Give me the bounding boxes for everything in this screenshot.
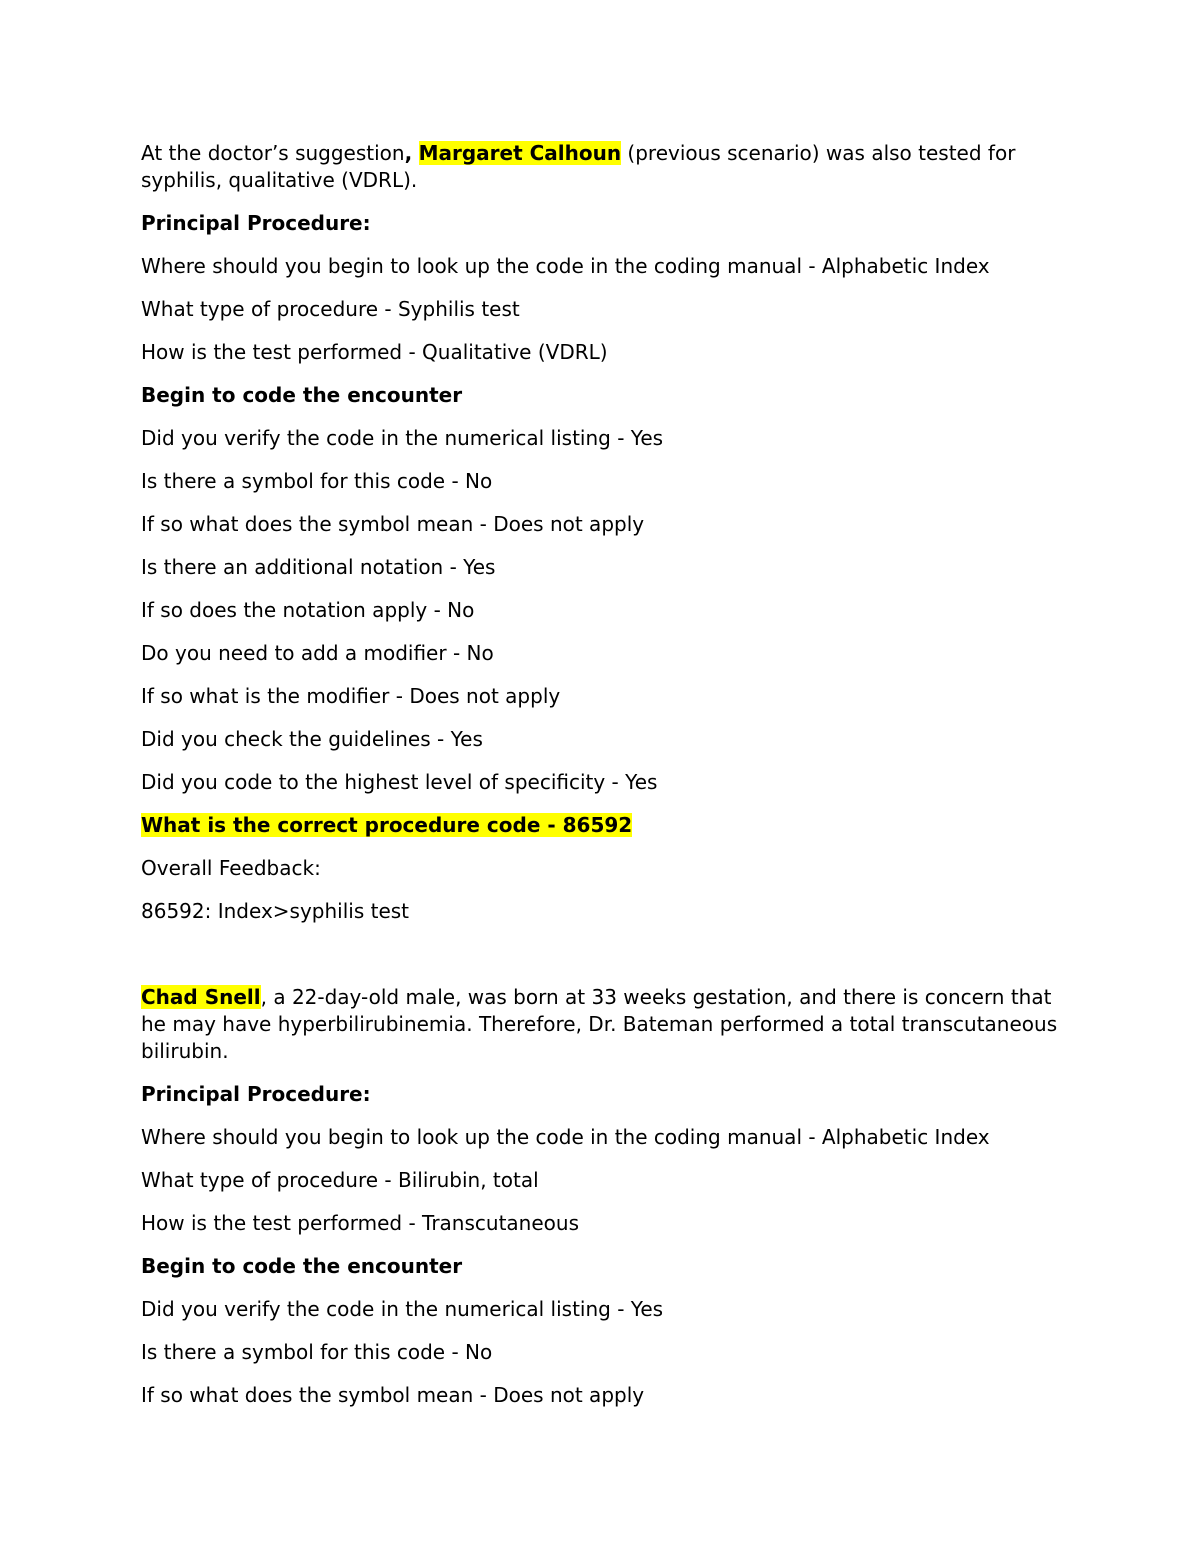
principal-procedure-heading: Principal Procedure: [141,1082,371,1106]
begin-code-heading: Begin to code the encounter [141,1254,463,1278]
patient-name-highlight: Margaret Calhoun [418,141,622,165]
scenario1-intro [141,140,1061,194]
scenario2-intro [141,984,1061,1065]
intro-text: At the doctor’s suggestion [141,141,405,165]
section-gap [141,941,1061,984]
question-what-modifier: If so what is the modifier - Does not apply [141,684,561,708]
question-verify-code: Did you verify the code in the numerical listing - Yes [141,426,664,450]
question-verify-code: Did you verify the code in the numerical listing - Yes [141,1297,664,1321]
question-symbol-mean: If so what does the symbol mean - Does not apply [141,1383,645,1407]
question-add-modifier: Do you need to add a modifier - No [141,641,494,665]
overall-feedback-label: Overall Feedback: [141,856,321,880]
question-additional-notation: Is there an additional notation - Yes [141,555,496,579]
question-how-performed: How is the test performed - Transcutaneous [141,1211,579,1235]
question-how-performed: How is the test performed - Qualitative (VDRL) [141,340,608,364]
question-notation-apply: If so does the notation apply - No [141,598,475,622]
correct-code-highlight: What is the correct procedure code - 86592 [141,813,633,837]
question-where-begin: Where should you begin to look up the code in the coding manual - Alphabetic Index [141,254,990,278]
intro-comma: , [404,141,413,165]
document-page [141,140,1061,1425]
overall-feedback-text: 86592: Index>syphilis test [141,899,410,923]
question-symbol-code: Is there a symbol for this code - No [141,469,493,493]
patient-name-highlight: Chad Snell [141,985,261,1009]
intro-text-continued: , a 22-day-old male, was born at 33 weeks gestation, and there is concern that he may have hyperbilirubinemia. Therefore, Dr. Bateman performed a total transcutaneous bilirubin. [141,985,1058,1063]
intro-text-continued: (previous scenario) was also tested for syphilis, qualitative (VDRL). [141,141,1016,192]
begin-code-heading: Begin to code the encounter [141,383,463,407]
principal-procedure-heading: Principal Procedure: [141,211,371,235]
question-symbol-code: Is there a symbol for this code - No [141,1340,493,1364]
question-specificity: Did you code to the highest level of specificity - Yes [141,770,658,794]
correct-code-line [141,812,1061,839]
question-type-procedure: What type of procedure - Syphilis test [141,297,520,321]
question-type-procedure: What type of procedure - Bilirubin, total [141,1168,539,1192]
question-check-guidelines: Did you check the guidelines - Yes [141,727,483,751]
question-symbol-mean: If so what does the symbol mean - Does not apply [141,512,645,536]
question-where-begin: Where should you begin to look up the code in the coding manual - Alphabetic Index [141,1125,990,1149]
